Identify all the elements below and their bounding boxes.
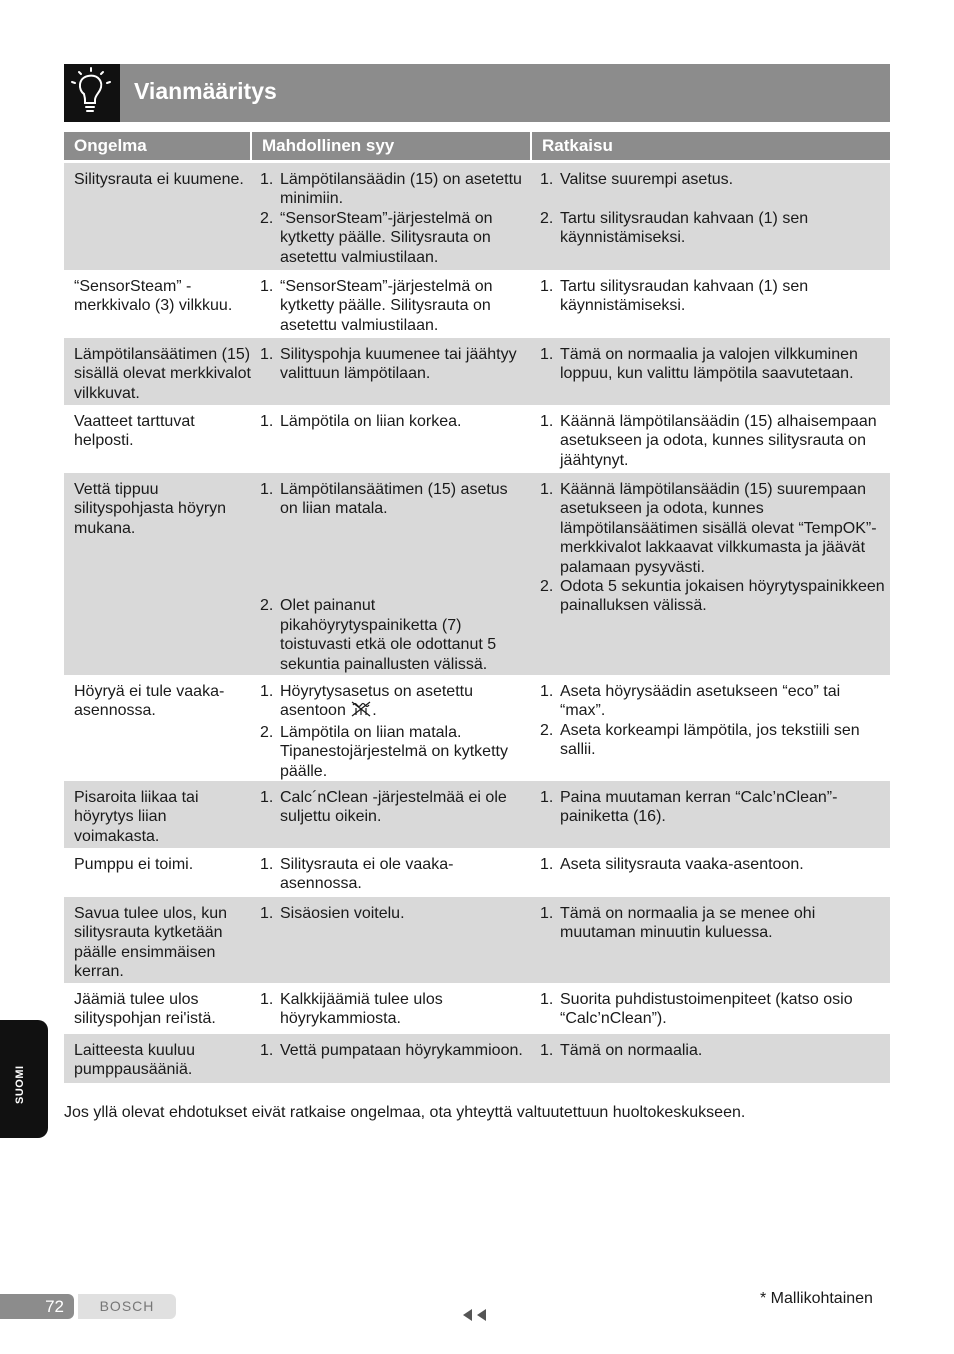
language-tab	[0, 1020, 48, 1138]
table-row	[64, 1034, 890, 1083]
solution-cell: 1. Tartu silitysraudan kahvaan (1) sen käynnistämiseksi.	[540, 278, 809, 315]
table-row	[64, 163, 890, 270]
model-specific-note: * Mallikohtainen	[760, 1290, 873, 1307]
no-steam-symbol-icon	[350, 701, 372, 722]
table-row	[64, 405, 890, 473]
column-header-solution: Ratkaisu	[532, 132, 890, 160]
service-note: Jos yllä olevat ehdotukset eivät ratkaise ongelmaa, ota yhteyttä valtuutettuun huoltokeskukseen.	[64, 1104, 746, 1121]
table-row	[64, 848, 890, 897]
table-row	[64, 338, 890, 405]
table-row	[64, 675, 890, 781]
table-row	[64, 983, 890, 1034]
cause-cell: 1. Vettä pumpataan höyrykammioon.	[260, 1042, 523, 1059]
table-row	[64, 270, 890, 338]
problem-cell: Jäämiä tulee ulos silityspohjan rei'istä.	[74, 991, 216, 1028]
brand-label: BOSCH	[78, 1294, 176, 1319]
solution-cell: 1. Suorita puhdistustoimenpiteet (katso osio “Calc’nClean”).	[540, 991, 853, 1028]
solution-cell: 1. Tämä on normaalia ja se menee ohi muutaman minuutin kuluessa.	[540, 905, 816, 942]
problem-cell: Vaatteet tarttuvat helposti.	[74, 413, 195, 450]
solution-cell: 1. Aseta silitysrauta vaaka-asentoon.	[540, 856, 804, 873]
table-row	[64, 781, 890, 848]
table-row	[64, 897, 890, 983]
column-header-cause: Mahdollinen syy	[252, 132, 530, 160]
solution-cell: 1. Käännä lämpötilansäädin (15) alhaisempaan asetukseen ja odota, kunnes silitysrauta on jäähtynyt.	[540, 413, 877, 469]
problem-cell: Savua tulee ulos, kun silitysrauta kytketään päälle ensimmäisen kerran.	[74, 905, 227, 981]
cause-cell: 1. Höyrytysasetus on asetettu asentoon . 2. Lämpötila on liian matala. Tipanestojärjestelmä on kytketty päälle.	[260, 683, 508, 780]
column-header-problem: Ongelma	[64, 132, 250, 160]
cause-cell: 1. “SensorSteam”-järjestelmä on kytketty päälle. Silitysrauta on asetettu valmiustilaan.	[260, 278, 493, 334]
page-title: Vianmääritys	[134, 78, 277, 104]
cause-cell: 1. Lämpötilansäädin (15) on asetettu minimiin. 2. “SensorSteam”-järjestelmä on kytketty päälle. Silitysrauta on asetettu valmiustilaan.	[260, 171, 522, 266]
cause-cell: 1. Lämpötilansäätimen (15) asetus on liian matala. 2. Olet painanut pikahöyrytyspainiketta (7) toistuvasti etkä ole odottanut 5 sekuntia painallusten välissä.	[260, 481, 508, 673]
problem-cell: Pumppu ei toimi.	[74, 856, 194, 873]
cause-cell: 1. Kalkkijäämiä tulee ulos höyrykammiosta.	[260, 991, 443, 1028]
cause-cell: 1. Silityspohja kuumenee tai jäähtyy valittuun lämpötilaan.	[260, 346, 517, 383]
page-number: 72	[0, 1294, 74, 1319]
solution-cell: 1. Aseta höyrysäädin asetukseen “eco” tai “max”. 2. Aseta korkeampi lämpötila, jos tekstiili sen sallii.	[540, 683, 860, 759]
lightbulb-icon	[64, 64, 120, 122]
problem-cell: Vettä tippuu silityspohjasta höyryn mukana.	[74, 481, 227, 537]
table-row	[64, 473, 890, 675]
cause-cell: 1. Sisäosien voitelu.	[260, 905, 405, 922]
cause-cell: 1. Calc´nClean -järjestelmää ei ole suljettu oikein.	[260, 789, 507, 826]
problem-cell: Pisaroita liikaa tai höyrytys liian voimakasta.	[74, 789, 199, 845]
problem-cell: “SensorSteam” -merkkivalo (3) vilkkuu.	[74, 278, 233, 315]
back-arrows-icon	[462, 1308, 490, 1327]
problem-cell: Lämpötilansäätimen (15) sisällä olevat merkkivalot vilkkuvat.	[74, 346, 251, 402]
solution-cell: 1. Tämä on normaalia ja valojen vilkkuminen loppuu, kun valittu lämpötila saavutetaan.	[540, 346, 858, 383]
solution-cell: 1. Valitse suurempi asetus. 2. Tartu silitysraudan kahvaan (1) sen käynnistämiseksi.	[540, 171, 809, 247]
language-label: SUOMI	[14, 1065, 26, 1104]
cause-cell: 1. Lämpötila on liian korkea.	[260, 413, 462, 430]
problem-cell: Laitteesta kuuluu pumppausääniä.	[74, 1042, 195, 1079]
solution-cell: 1. Paina muutaman kerran “Calc’nClean”-painiketta (16).	[540, 789, 838, 826]
cause-cell: 1. Silitysrauta ei ole vaaka-asennossa.	[260, 856, 454, 893]
problem-cell: Silitysrauta ei kuumene.	[74, 171, 244, 188]
section-header	[64, 64, 890, 122]
problem-cell: Höyryä ei tule vaaka-asennossa.	[74, 683, 225, 720]
solution-cell: 1. Käännä lämpötilansäädin (15) suurempaan asetukseen ja odota, kunnes lämpötilansäätimen sisällä olevat “TempOK”-merkkivalot lakkaavat vilkkumasta ja jäävät palamaan pysyvästi. 2. Odota 5 sekuntia jokaisen höyrytyspainikkeen painalluksen välissä.	[540, 481, 885, 615]
solution-cell: 1. Tämä on normaalia.	[540, 1042, 703, 1059]
